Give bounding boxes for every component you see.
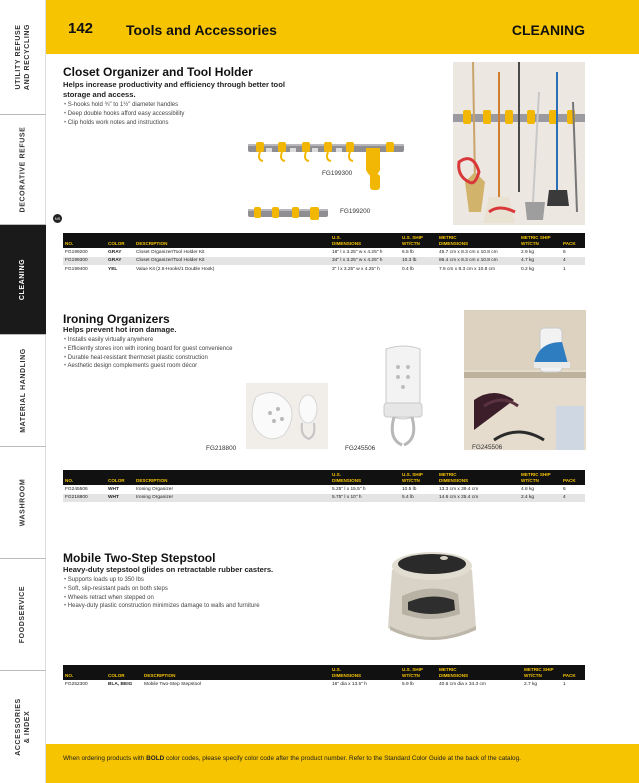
cell-description: Closet Organizer/Tool Holder Kit — [136, 249, 205, 255]
col-description: DESCRIPTION — [134, 470, 330, 485]
cell-description: Mobile Two-Step Stepstool — [144, 681, 201, 687]
header-line: METRIC SHIP — [521, 472, 551, 477]
header-line: METRIC — [439, 667, 457, 672]
closet-title: Closet Organizer and Tool Holder — [63, 65, 253, 79]
tab-material-handling[interactable] — [0, 335, 46, 447]
cell-no: FG218800 — [63, 494, 106, 503]
col-us-ship — [400, 233, 437, 248]
header-line: WT/CTN — [521, 241, 539, 246]
new-badge: NS — [54, 216, 61, 221]
cell-color: WHT — [108, 486, 119, 492]
col-description: DESCRIPTION — [142, 665, 330, 680]
cell-color: GRAY — [108, 249, 122, 255]
header-line: U.S. SHIP — [402, 472, 423, 477]
tab-utility-refuse[interactable] — [0, 0, 46, 115]
col-pack: PACK — [561, 665, 585, 680]
header-line: DIMENSIONS — [439, 673, 469, 678]
tab-label: ACCESSORIES — [15, 698, 22, 756]
col-metric-dims — [437, 665, 522, 680]
header-line: WT/CTN — [402, 478, 420, 483]
col-metric-dims — [437, 470, 519, 485]
header-line: METRIC SHIP — [524, 667, 554, 672]
cell-description: Ironing Organizer — [134, 494, 330, 503]
stepstool-title: Mobile Two-Step Stepstool — [63, 551, 216, 565]
cell-pack: 1 — [563, 681, 566, 687]
cell-metric-ship: 2.4 kg — [519, 494, 561, 503]
col-us-dims — [330, 470, 400, 485]
cell-no: FG199400 — [65, 266, 88, 272]
stepstool-subtitle: Heavy-duty stepstool glides on retractable rubber casters. — [63, 565, 274, 574]
page-header — [46, 0, 639, 54]
header-line: METRIC — [439, 235, 457, 240]
header-line: DIMENSIONS — [332, 673, 362, 678]
col-no: NO. — [63, 233, 106, 248]
cell-metric-ship: 0.2 kg — [521, 266, 535, 272]
stepstool-spec-table — [63, 665, 585, 689]
tab-label: DECORATIVE REFUSE — [19, 126, 27, 213]
ironing-room-photo — [464, 310, 586, 450]
closet-spec-table — [63, 233, 585, 274]
table-row — [63, 265, 585, 274]
cell-us-ship: 6.5 lb — [402, 249, 414, 255]
cell-pack: 1 — [563, 266, 566, 272]
cell-metric-ship: 2.7 kg — [524, 681, 538, 687]
col-us-ship — [400, 470, 437, 485]
table-header-row — [63, 233, 585, 248]
closet-subtitle: Helps increase productivity and efficiency through better tool storage and access. — [63, 80, 285, 99]
callout-fg199300: FG199300 — [322, 170, 353, 177]
bullet-item: • Heavy-duty plastic construction minimizes damage to walls and furniture — [64, 602, 260, 611]
col-metric-ship — [519, 233, 561, 248]
bullet-item: • Efficiently stores iron with ironing board for guest convenience — [64, 345, 232, 354]
table-row — [63, 680, 585, 689]
cell-metric-dims: 7.6 cm x 8.3 cm x 10.8 cm — [439, 266, 495, 272]
cell-us-ship: 10.5 lb — [402, 486, 417, 492]
col-color: COLOR — [106, 233, 134, 248]
closet-bullets — [64, 101, 184, 127]
cell-metric-dims: 40.6 cm dia x 34.3 cm — [439, 681, 486, 687]
stepstool-bullets — [64, 576, 260, 611]
table-header-row — [63, 665, 585, 680]
ironing-title: Ironing Organizers — [63, 312, 170, 326]
cell-no: FG252300 — [65, 681, 88, 687]
section-name: CLEANING — [511, 22, 585, 38]
bullet-item: • Deep double hooks afford easy accessibility — [64, 110, 184, 119]
cell-us-dims: 18" l x 3.25" w x 4.25" h — [332, 249, 383, 255]
closet-tools-photo — [453, 62, 585, 225]
table-row — [63, 248, 585, 257]
page-number: 142 — [68, 20, 94, 37]
cell-us-dims: 16" dia x 13.5" h — [332, 681, 367, 687]
header-line: U.S. — [332, 667, 341, 672]
page-footer — [46, 744, 639, 783]
bullet-item: • Soft, slip-resistant pads on both steps — [64, 585, 260, 594]
cell-pack: 4 — [561, 494, 585, 503]
bullet-item: • Durable heat-resistant thermoset plastic construction — [64, 354, 232, 363]
cell-color: WHT — [106, 494, 134, 503]
tab-decorative-refuse[interactable] — [0, 115, 46, 225]
stepstool-image — [384, 536, 480, 642]
header-line: WT/CTN — [521, 478, 539, 483]
table-row — [63, 257, 585, 266]
col-no: NO. — [63, 470, 106, 485]
header-line: DIMENSIONS — [332, 478, 362, 483]
cell-description: Value Kit (2.5-Hooks/1 Double Hook) — [136, 266, 215, 272]
header-line: WT/CTN — [524, 673, 542, 678]
cell-color: GRAY — [106, 257, 134, 266]
cell-metric-dims: 14.6 cm x 25.4 cm — [437, 494, 519, 503]
callout-fg218800: FG218800 — [206, 445, 237, 452]
table-row — [63, 494, 585, 503]
tab-foodservice[interactable] — [0, 559, 46, 671]
col-metric-ship — [522, 665, 561, 680]
tab-label: AND RECYCLING — [24, 23, 32, 91]
note-bold: BOLD — [146, 755, 165, 762]
tab-label: CLEANING — [19, 258, 27, 301]
cell-metric-dims: 13.3 cm x 39.4 cm — [439, 486, 479, 492]
note-suffix: color codes, please specify color code after the product number. Refer to the Standard Color Guide at the back of the catalog. — [164, 755, 521, 762]
ironing-spec-table — [63, 470, 585, 502]
col-description: DESCRIPTION — [134, 233, 330, 248]
color-code-note — [63, 755, 521, 762]
tab-cleaning[interactable] — [0, 225, 46, 335]
bullet-item: • S-hooks hold ¾" to 1½" diameter handles — [64, 101, 184, 110]
header-line: METRIC — [439, 472, 457, 477]
cell-metric-dims: 86.4 cm x 8.3 cm x 10.8 cm — [437, 257, 519, 266]
header-line: U.S. — [332, 472, 341, 477]
col-us-dims — [330, 665, 400, 680]
header-line: U.S. SHIP — [402, 667, 423, 672]
cell-us-ship: 5.9 lb — [402, 681, 414, 687]
cell-us-ship: 10.3 lb — [400, 257, 437, 266]
cell-description: Closet Organizer/Tool Holder Kit — [134, 257, 330, 266]
cell-no: FG199200 — [65, 249, 88, 255]
col-pack: PACK — [561, 470, 585, 485]
callout-fg199200: FG199200 — [340, 208, 371, 215]
cell-pack: 6 — [563, 249, 566, 255]
tab-label: MATERIAL HANDLING — [19, 348, 27, 433]
cell-metric-ship: 4.7 kg — [519, 257, 561, 266]
header-line: U.S. — [332, 235, 341, 240]
cell-description: Ironing Organizer — [136, 486, 174, 492]
ironing-subtitle: Helps prevent hot iron damage. — [63, 325, 177, 334]
tab-washroom[interactable] — [0, 447, 46, 559]
ironing-organizer-large-image — [372, 345, 438, 449]
col-color: COLOR — [106, 470, 134, 485]
cell-metric-ship: 2.9 kg — [521, 249, 535, 255]
cell-pack: 6 — [563, 486, 566, 492]
tab-label: FOODSERVICE — [19, 585, 27, 644]
header-line: DIMENSIONS — [439, 241, 469, 246]
category-sidebar — [0, 0, 46, 783]
col-us-dims — [330, 233, 400, 248]
ironing-bullets — [64, 336, 232, 371]
cell-us-ship: 0.4 lb — [402, 266, 414, 272]
cell-pack: 4 — [561, 257, 585, 266]
cell-color: BLA, BEIG — [108, 681, 133, 687]
header-line: DIMENSIONS — [439, 478, 469, 483]
note-prefix: When ordering products with — [63, 755, 147, 762]
cell-us-dims: 5.75" l x 10" h — [330, 494, 400, 503]
bullet-item: • Clip holds work notes and instructions — [64, 119, 184, 128]
tab-label: WASHROOM — [19, 478, 27, 527]
bullet-item: • Supports loads up to 350 lbs — [64, 576, 260, 585]
tab-label: UTILITY REFUSE — [15, 24, 23, 90]
cell-metric-ship: 4.8 kg — [521, 486, 535, 492]
cell-no: FG245506 — [65, 486, 88, 492]
cell-us-dims: 3" l x 3.25" w x 4.25" h — [332, 266, 380, 272]
header-line: WT/CTN — [402, 241, 420, 246]
table-header-row — [63, 470, 585, 485]
col-no: NO. — [63, 665, 106, 680]
callout-fg245506: FG245506 — [345, 445, 376, 452]
callout-fg245506-photo: FG245506 — [472, 444, 503, 451]
cell-no: FG199300 — [63, 257, 106, 266]
header-line: WT/CTN — [402, 673, 420, 678]
tab-accessories-index[interactable] — [0, 671, 46, 783]
tab-label: & INDEX — [24, 710, 31, 744]
col-metric-dims — [437, 233, 519, 248]
tool-holder-long-image — [246, 138, 406, 194]
col-color: COLOR — [106, 665, 142, 680]
cell-us-dims: 5.25" l x 15.5" h — [332, 486, 366, 492]
table-row — [63, 485, 585, 494]
tool-holder-short-image — [246, 204, 330, 222]
col-metric-ship — [519, 470, 561, 485]
cell-us-dims: 34" l x 3.25" w x 4.25" h — [330, 257, 400, 266]
ironing-organizer-small-image — [246, 383, 328, 449]
cell-metric-dims: 45.7 cm x 8.3 cm x 10.8 cm — [439, 249, 498, 255]
header-line: DIMENSIONS — [332, 241, 362, 246]
col-us-ship — [400, 665, 437, 680]
bullet-item: • Wheels retract when stepped on — [64, 594, 260, 603]
page-title: Tools and Accessories — [126, 22, 277, 38]
bullet-item: • Aesthetic design complements guest room décor — [64, 362, 232, 371]
col-pack: PACK — [561, 233, 585, 248]
header-line: METRIC SHIP — [521, 235, 551, 240]
cell-us-ship: 5.4 lb — [400, 494, 437, 503]
bullet-item: • Installs easily virtually anywhere — [64, 336, 232, 345]
header-line: U.S. SHIP — [402, 235, 423, 240]
cell-color: YEL — [108, 266, 118, 272]
